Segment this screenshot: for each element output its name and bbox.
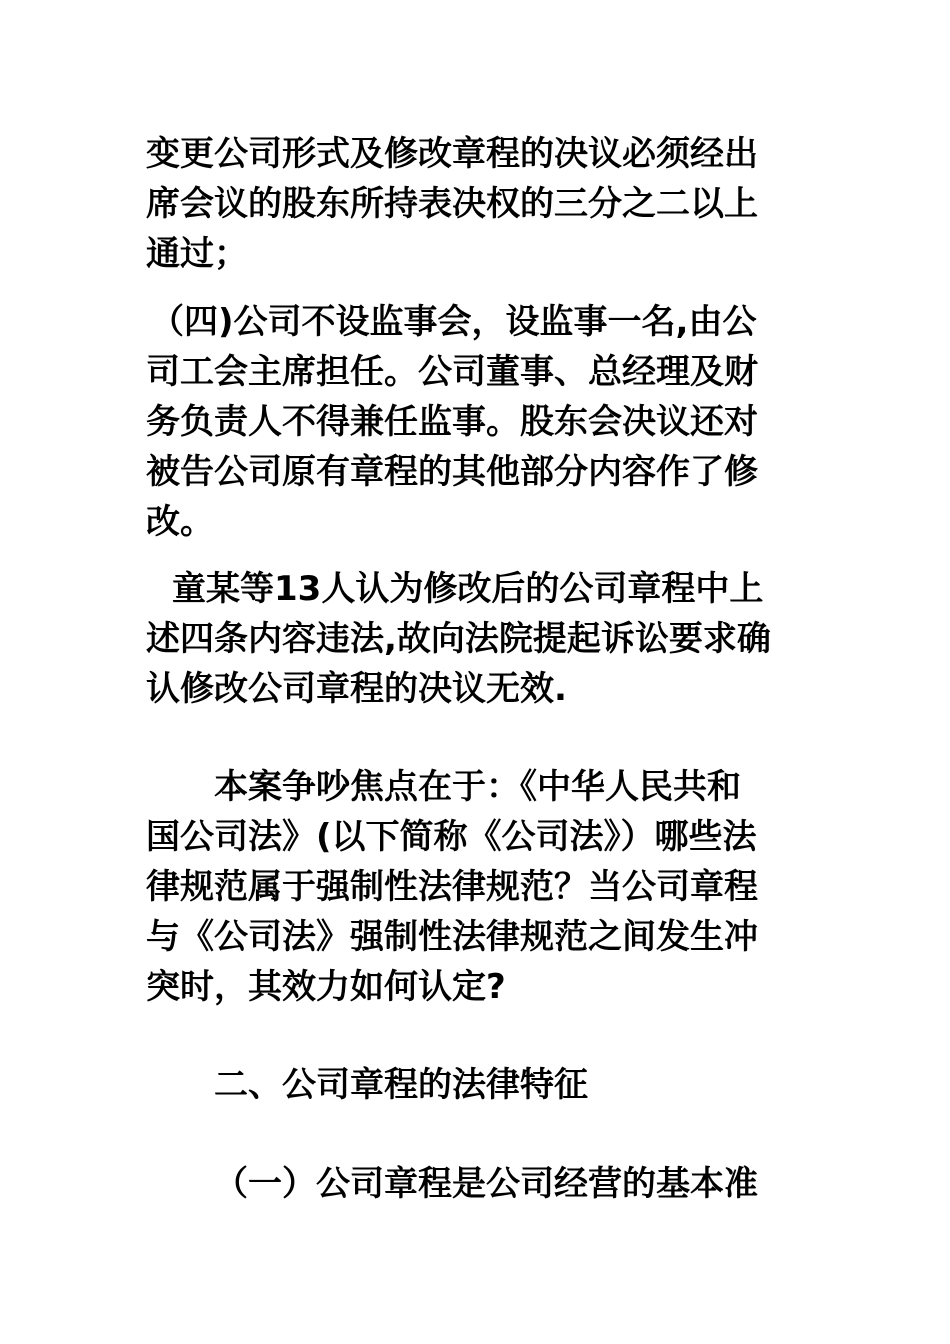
text-line: 席会议的股东所持表决权的三分之二以上	[146, 184, 758, 224]
text-line: 认修改公司章程的决议无效.	[146, 669, 567, 709]
text-line: 国公司法》(以下简称《公司法》）哪些法	[146, 817, 757, 857]
text-line: 童某等13人认为修改后的公司章程中上	[172, 569, 764, 609]
section-title: 二、公司章程的法律特征	[214, 1065, 588, 1105]
text-line: 突时，其效力如何认定?	[146, 967, 506, 1007]
text-line: 务负责人不得兼任监事。股东会决议还对	[146, 402, 758, 442]
text-line: 司工会主席担任。公司董事、总经理及财	[146, 352, 758, 392]
text-line: 变更公司形式及修改章程的决议必须经出	[146, 134, 758, 174]
text-line: （四)公司不设监事会，设监事一名,由公	[150, 302, 757, 342]
text-line: 述四条内容违法,故向法院提起诉讼要求确	[146, 619, 771, 659]
text-line: 被告公司原有章程的其他部分内容作了修	[146, 452, 758, 492]
text-line: 与《公司法》强制性法律规范之间发生冲	[146, 917, 758, 957]
text-line: 本案争吵焦点在于：《中华人民共和	[214, 767, 741, 807]
text-line: 改。	[146, 502, 214, 542]
text-line: 通过；	[146, 234, 248, 274]
subsection-title: （一）公司章程是公司经营的基本准	[214, 1164, 758, 1204]
text-line: 律规范属于强制性法律规范？当公司章程	[146, 867, 758, 907]
